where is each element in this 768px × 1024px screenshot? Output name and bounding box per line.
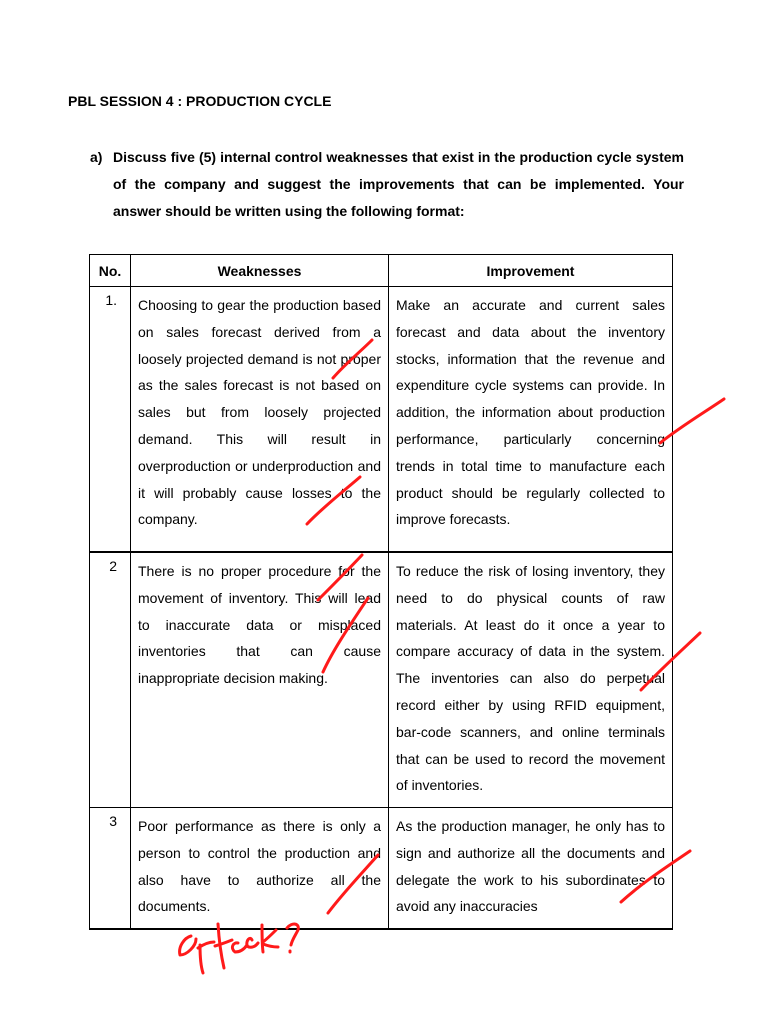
question-block	[90, 144, 684, 225]
table-row	[90, 287, 673, 553]
weakness-cell: Choosing to gear the production based on sales forecast derived from a loosely projected demand is not proper as the sales forecast is not based on sales but from loosely projected demand. This will result in overproduction or underproduction and it will probably cause losses to the company.	[131, 287, 389, 553]
table-header-row	[90, 255, 673, 287]
row-number: 3	[90, 808, 131, 930]
improvement-cell: Make an accurate and current sales forecast and data about the inventory stocks, information that the revenue and expenditure cycle systems can provide. In addition, the information about production performance, particularly concerning trends in total time to manufacture each product should be regularly collected to improve forecasts.	[389, 287, 673, 553]
improvement-cell: To reduce the risk of losing inventory, they need to do physical counts of raw materials. At least do it once a year to compare accuracy of data in the system. The inventories can also do perpetual record either by using RFID equipment, bar-code scanners, and online terminals that can be used to record the movement of inventories.	[389, 552, 673, 808]
page-title: PBL SESSION 4 : PRODUCTION CYCLE	[68, 93, 332, 109]
handwritten-note-effeck	[180, 924, 299, 973]
table-row	[90, 808, 673, 930]
table-row	[90, 552, 673, 808]
row-number: 2	[90, 552, 131, 808]
header-weaknesses: Weaknesses	[131, 255, 389, 287]
weakness-cell: There is no proper procedure for the movement of inventory. This will lead to inaccurate data or misplaced inventories that can cause inappropriate decision making.	[131, 552, 389, 808]
improvement-cell: As the production manager, he only has to sign and authorize all the documents and delegate the work to his subordinates to avoid any inaccuracies	[389, 808, 673, 930]
question-text: Discuss five (5) internal control weaknesses that exist in the production cycle system of the company and suggest the improvements that can be implemented. Your answer should be written using the following format:	[113, 149, 684, 219]
row-number: 1.	[90, 287, 131, 553]
answer-table	[89, 254, 673, 930]
question-label: a)	[90, 149, 103, 165]
weakness-cell: Poor performance as there is only a person to control the production and also have to authorize all the documents.	[131, 808, 389, 930]
header-no: No.	[90, 255, 131, 287]
header-improvement: Improvement	[389, 255, 673, 287]
